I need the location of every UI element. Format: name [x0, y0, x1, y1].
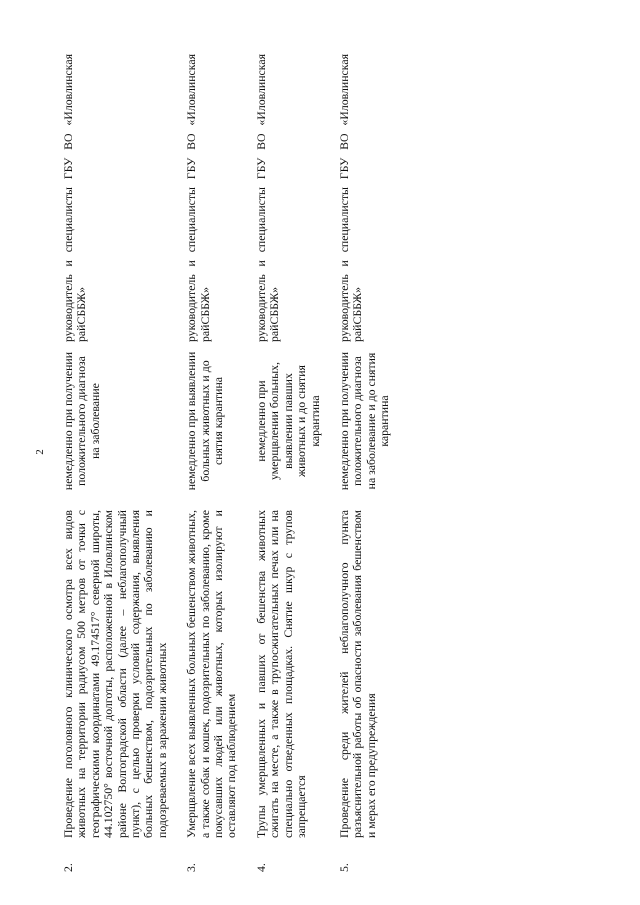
- measure-term: немедленно при выявлении больных животных и до снятия карантина: [184, 351, 226, 491]
- table-row: [255, 54, 338, 872]
- measure-description: Трупы умерщвленных и павших от бешенства животных сжигать на месте, а также в трупосжигательных печах или на специально отведенных площадках. Снятие шкур с трупов запрещается: [253, 510, 309, 838]
- measure-responsible: руководитель и специалисты ГБУ ВО «Иловлинская райСББЖ»: [253, 54, 282, 342]
- row-number: 3.: [184, 863, 199, 872]
- row-number: 4.: [253, 863, 268, 872]
- table-row: [185, 54, 255, 872]
- row-number: 5.: [336, 863, 351, 872]
- row-number: 2.: [61, 863, 75, 872]
- measure-term: немедленно при умерщвлении больных, выявлении павших животных и до снятия карантина: [253, 362, 322, 480]
- measure-description: Проведение поголовного клинического осмотра всех видов животных на территории радиусом 500 метров от точки с географическими координатами 49.174517° северной широты, 44.102750° восточной долготы, расположенной в Иловлинском районе Волгоградской области (далее – неблагополучный пункт), с целью проверки условий содержания, выявления больных бешенством, подозрительных по заболеванию и подозреваемых в заражении животных: [61, 510, 169, 838]
- measure-responsible: руководитель и специалисты ГБУ ВО «Иловлинская райСББЖ»: [336, 54, 365, 342]
- page-number: 2: [34, 449, 46, 455]
- measure-term: немедленно при получении положительного диагноза на заболевание и до снятия карантина: [336, 351, 392, 491]
- measure-description: Умерщвление всех выявленных больных бешенством животных, а также собак и кошек, подозрительных по заболеванию, кроме покусавших людей или животных, которых изолируют и оставляют под наблюдением: [184, 510, 239, 838]
- measures-table-rotated: [61, 54, 622, 872]
- table-row: [338, 54, 392, 872]
- measure-description: Проведение среди жителей неблагополучного пункта разъяснительной работы об опасности заболевания бешенством и мерах его предупреждения: [336, 510, 378, 838]
- measures-table: [62, 54, 392, 872]
- measure-responsible: руководитель и специалисты ГБУ ВО «Иловлинская райСББЖ»: [61, 54, 89, 342]
- table-row: [62, 54, 185, 872]
- measure-term: немедленно при получении положительного диагноза на заболевание: [61, 351, 102, 491]
- measure-responsible: руководитель и специалисты ГБУ ВО «Иловлинская райСББЖ»: [184, 54, 212, 342]
